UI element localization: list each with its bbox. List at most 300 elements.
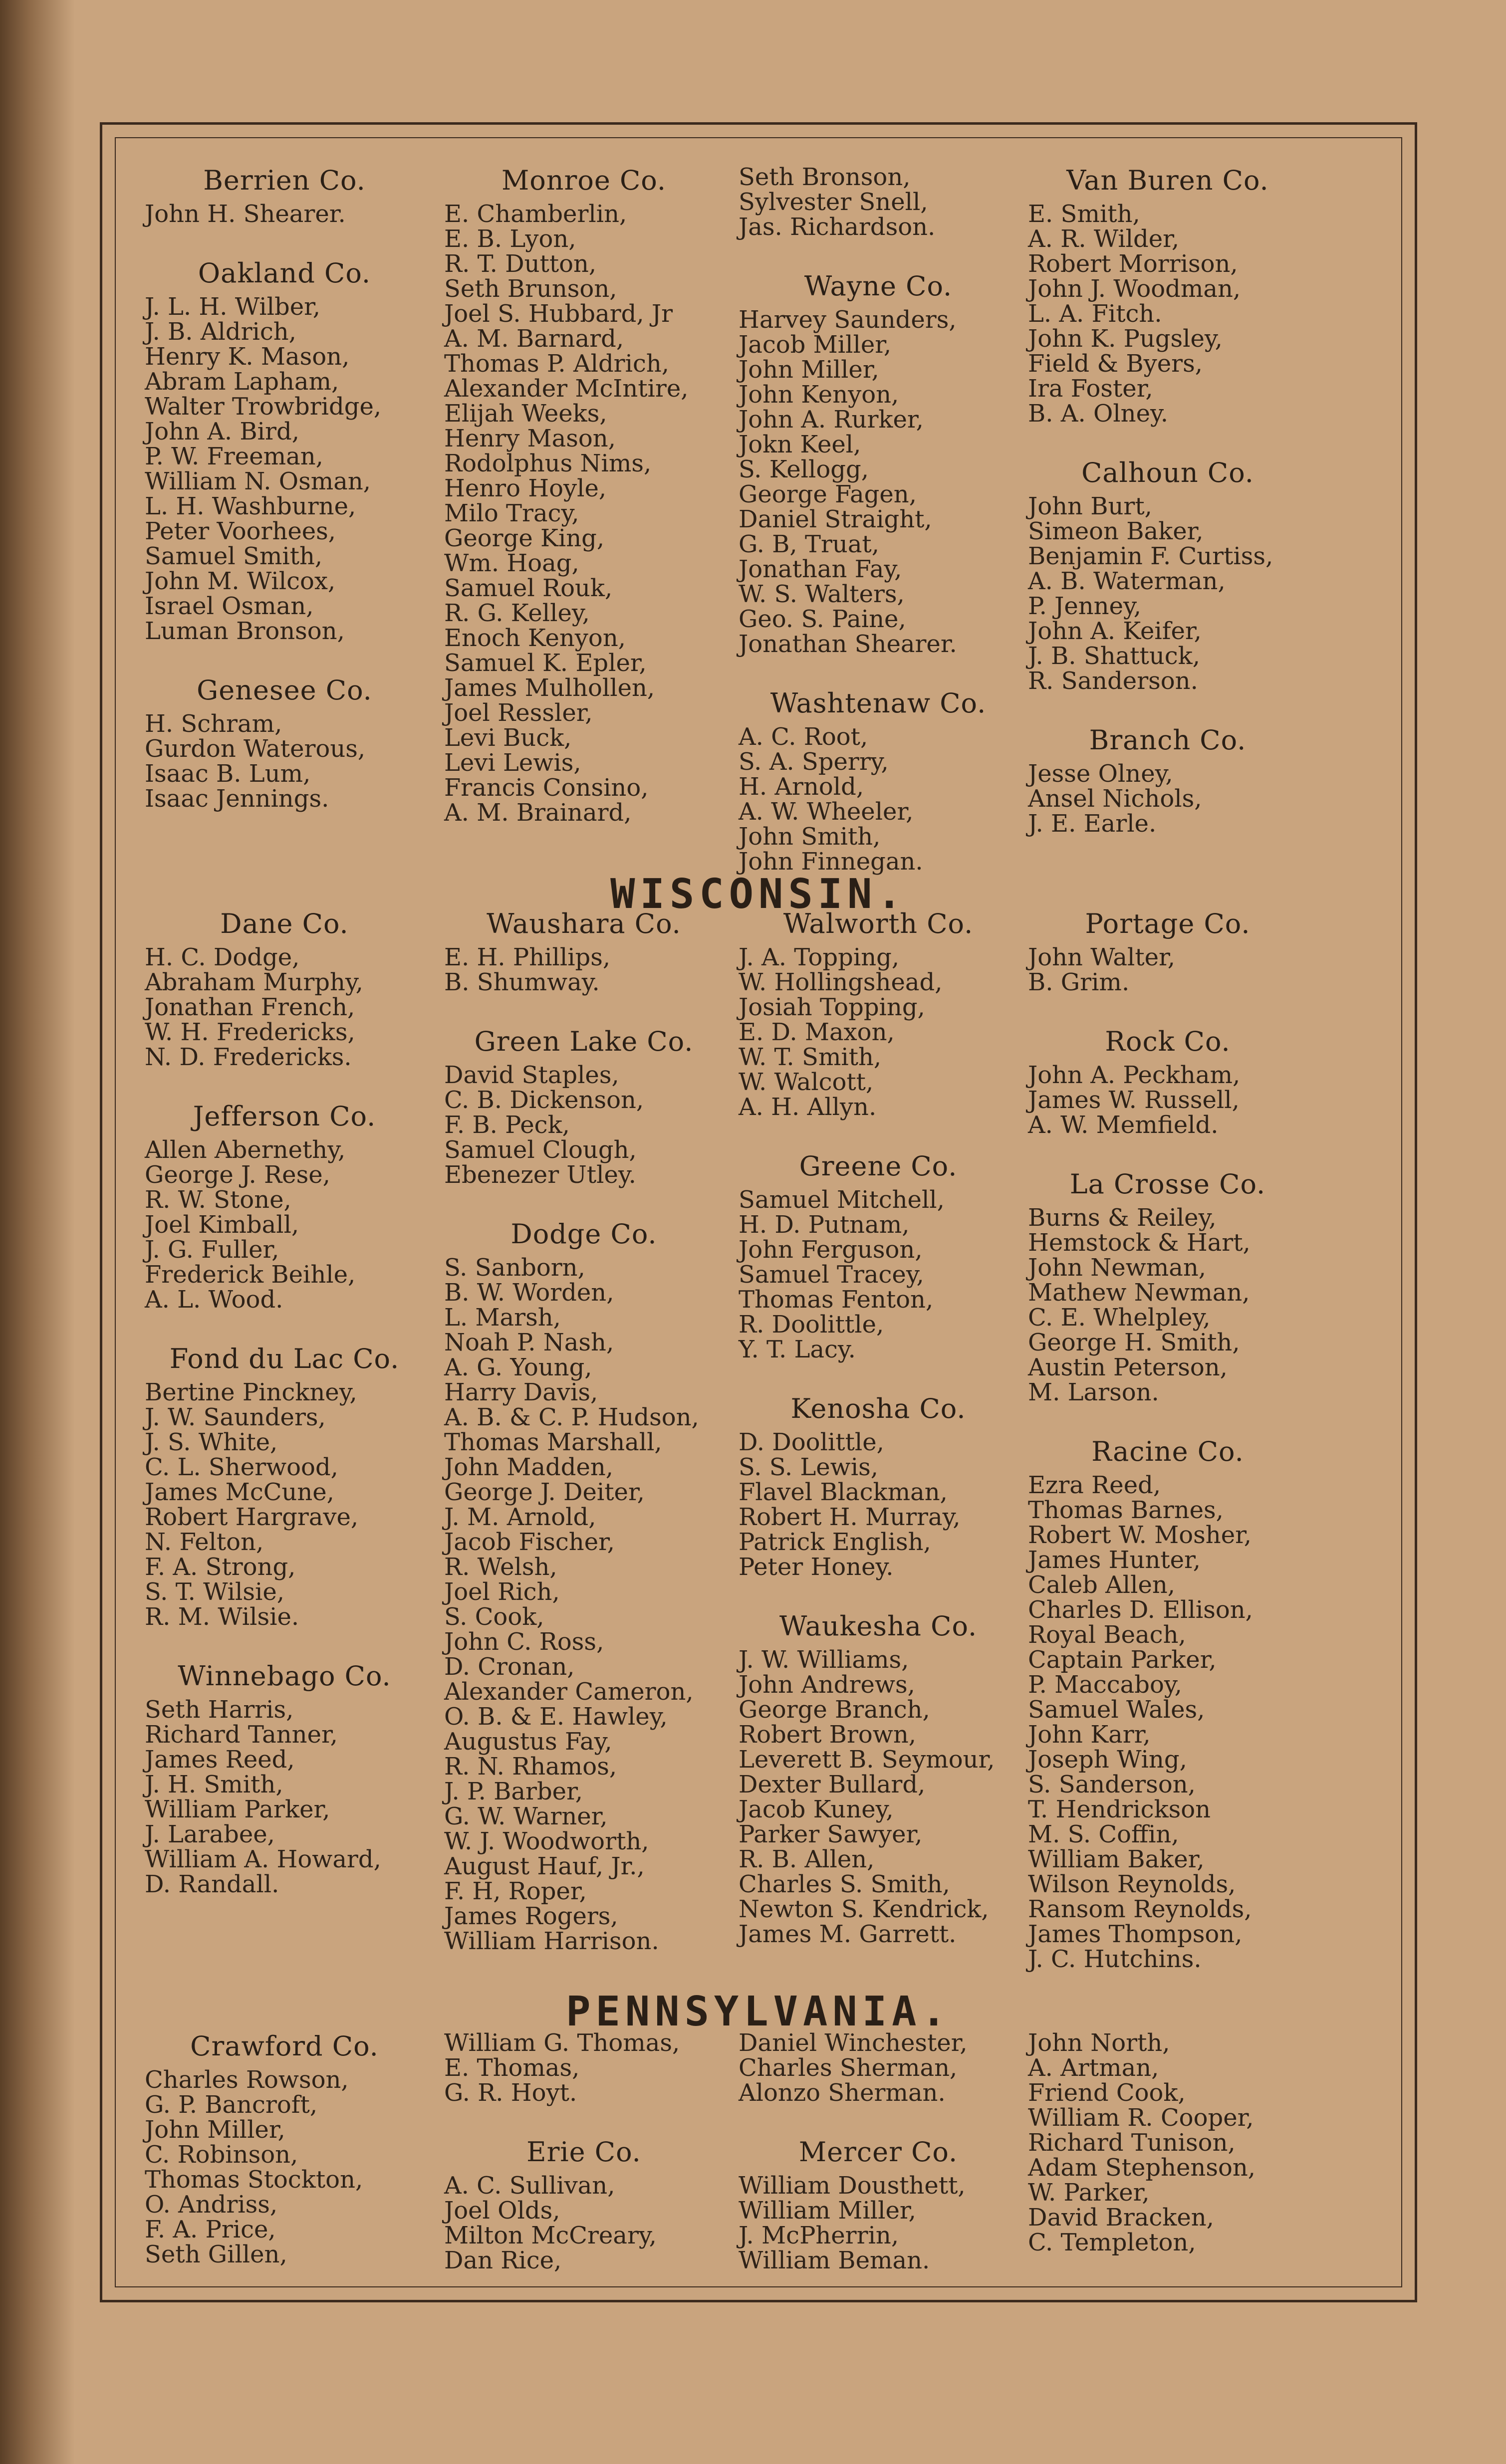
county-heading: Portage Co. (1085, 908, 1251, 939)
subscriber-name: R. Sanderson. (1028, 667, 1198, 695)
subscriber-name: N. D. Fredericks. (145, 1043, 352, 1071)
subscriber-name: John Kenyon, (739, 381, 899, 409)
county-group (145, 1660, 424, 1897)
subscriber-name: J. L. H. Wilber, (145, 293, 321, 321)
subscriber-name: Newton S. Kendrick, (739, 1895, 989, 1923)
subscriber-name: James M. Garrett. (739, 1920, 957, 1948)
county-heading: Branch Co. (1089, 724, 1247, 756)
pennsylvania-col2 (444, 2030, 724, 2304)
county-group (444, 2030, 724, 2105)
subscriber-name: Jesse Olney, (1028, 760, 1173, 788)
subscriber-name: John Miller, (739, 356, 879, 384)
subscriber-name: Dexter Bullard, (739, 1771, 926, 1798)
county-group (739, 1393, 1018, 1579)
subscriber-name: James Reed, (145, 1746, 295, 1774)
pennsylvania-col3 (739, 2030, 1018, 2304)
subscriber-name: Israel Osman, (145, 592, 314, 620)
subscriber-name: George Fagen, (739, 480, 917, 508)
name-list (739, 945, 1018, 1120)
county-group (739, 908, 1018, 1120)
subscriber-name: F. H, Roper, (444, 1877, 587, 1905)
subscriber-name: A. R. Wilder, (1028, 225, 1180, 253)
county-heading: Greene Co. (799, 1150, 958, 1182)
county-heading: Walworth Co. (783, 908, 974, 939)
name-list (1028, 1205, 1307, 1405)
name-list (1028, 1473, 1307, 1972)
county-heading: Calhoun Co. (1081, 457, 1254, 488)
subscriber-name: Francis Consino, (444, 774, 649, 802)
subscriber-name: Thomas Fenton, (739, 1286, 934, 1314)
subscriber-name: S. Kellogg, (739, 455, 869, 483)
subscriber-name: Samuel Wales, (1028, 1696, 1205, 1724)
county-heading: Dane Co. (220, 908, 349, 939)
subscriber-name: Royal Beach, (1028, 1621, 1186, 1649)
subscriber-name: William Beman. (739, 2246, 930, 2274)
name-list (739, 1430, 1018, 1579)
subscriber-name: Parker Sawyer, (739, 1820, 923, 1848)
subscriber-name: Samuel Mitchell, (739, 1186, 945, 1214)
subscriber-name: John Finnegan. (739, 848, 923, 876)
subscriber-name: Jonathan Fay, (739, 555, 902, 583)
subscriber-name: Seth Harris, (145, 1696, 294, 1724)
county-group (145, 2030, 424, 2267)
subscriber-name: Abram Lapham, (145, 368, 339, 396)
subscriber-name: L. A. Fitch. (1028, 300, 1162, 328)
name-list (444, 1063, 724, 1187)
subscriber-name: T. Hendrickson (1028, 1795, 1211, 1823)
subscriber-name: Isaac Jennings. (145, 785, 329, 813)
subscriber-name: Richard Tanner, (145, 1721, 338, 1749)
subscriber-name: L. H. Washburne, (145, 492, 356, 520)
name-list (145, 945, 424, 1070)
name-list (739, 724, 1018, 874)
subscriber-name: B. A. Olney. (1028, 400, 1168, 428)
subscriber-name: D. Doolittle, (739, 1428, 884, 1456)
county-group (444, 2136, 724, 2273)
name-list (444, 2030, 724, 2105)
county-group (145, 908, 424, 1070)
subscriber-name: Joel Olds, (444, 2197, 560, 2225)
subscriber-name: John H. Shearer. (145, 200, 346, 228)
subscriber-name: S. Sanborn, (444, 1254, 585, 1282)
name-list (145, 1380, 424, 1629)
subscriber-name: R. T. Dutton, (444, 250, 597, 278)
subscriber-name: Field & Byers, (1028, 350, 1203, 378)
wisconsin-col1 (145, 908, 424, 1928)
name-list (739, 2030, 1018, 2105)
subscriber-name: Enoch Kenyon, (444, 624, 626, 652)
subscriber-name: John C. Ross, (444, 1628, 604, 1656)
subscriber-name: John K. Pugsley, (1028, 325, 1223, 353)
wisconsin-col4 (1028, 908, 1307, 2003)
subscriber-name: W. J. Woodworth, (444, 1827, 649, 1855)
subscriber-name: Abraham Murphy, (145, 968, 363, 996)
subscriber-name: N. Felton, (145, 1528, 264, 1556)
subscriber-name: B. Shumway. (444, 968, 600, 996)
subscriber-name: R. Welsh, (444, 1553, 557, 1581)
subscriber-name: Joseph Wing, (1028, 1746, 1187, 1774)
name-list (444, 1255, 724, 1954)
subscriber-name: J. W. Saunders, (145, 1403, 326, 1431)
subscriber-name: Samuel Smith, (145, 542, 323, 570)
subscriber-name: E. Smith, (1028, 200, 1140, 228)
name-list (1028, 761, 1307, 836)
subscriber-name: W. H. Fredericks, (145, 1018, 355, 1046)
subscriber-name: E. Chamberlin, (444, 200, 627, 228)
subscriber-name: John Madden, (444, 1453, 614, 1481)
county-heading: Genesee Co. (197, 674, 372, 706)
subscriber-name: P. Jenney, (1028, 592, 1141, 620)
subscriber-name: J. Larabee, (145, 1820, 275, 1848)
subscriber-name: S. Cook, (444, 1603, 544, 1631)
county-heading: Winnebago Co. (178, 1660, 391, 1692)
subscriber-name: Henro Hoyle, (444, 474, 607, 502)
subscriber-name: Joel Kimball, (145, 1211, 299, 1239)
subscriber-name: Robert Morrison, (1028, 250, 1238, 278)
subscriber-name: F. A. Price, (145, 2216, 276, 2243)
subscriber-name: Samuel Tracey, (739, 1261, 924, 1289)
subscriber-name: Noah P. Nash, (444, 1329, 614, 1356)
subscriber-name: Robert H. Murray, (739, 1503, 961, 1531)
subscriber-name: Jonathan French, (145, 993, 355, 1021)
subscriber-name: George H. Smith, (1028, 1329, 1240, 1356)
subscriber-name: Jacob Miller, (739, 331, 892, 359)
subscriber-name: W. Walcott, (739, 1068, 874, 1096)
subscriber-name: E. B. Lyon, (444, 225, 576, 253)
subscriber-name: Alexander McIntire, (444, 375, 689, 403)
subscriber-name: William Baker, (1028, 1845, 1205, 1873)
name-list (145, 202, 424, 226)
subscriber-name: E. D. Maxon, (739, 1018, 895, 1046)
subscriber-name: Seth Brunson, (444, 275, 617, 303)
subscriber-name: Daniel Winchester, (739, 2029, 968, 2057)
subscriber-name: C. E. Whelpley, (1028, 1304, 1211, 1332)
subscriber-name: Ansel Nichols, (1028, 785, 1202, 813)
subscriber-name: Captain Parker, (1028, 1646, 1217, 1674)
subscriber-name: Henry K. Mason, (145, 343, 350, 371)
name-list (444, 2173, 724, 2273)
subscriber-name: Robert Hargrave, (145, 1503, 359, 1531)
subscriber-name: G. W. Warner, (444, 1802, 608, 1830)
county-heading: Racine Co. (1091, 1436, 1244, 1467)
county-group (739, 165, 1018, 239)
subscriber-name: J. M. Arnold, (444, 1503, 596, 1531)
subscriber-name: Charles S. Smith, (739, 1870, 950, 1898)
subscriber-name: D. Randall. (145, 1870, 279, 1898)
subscriber-name: W. T. Smith, (739, 1043, 882, 1071)
subscriber-name: Harry Davis, (444, 1378, 598, 1406)
subscriber-name: Allen Abernethy, (145, 1136, 346, 1164)
subscriber-name: John J. Woodman, (1028, 275, 1241, 303)
county-heading: Waukesha Co. (779, 1610, 978, 1642)
subscriber-name: Wm. Hoag, (444, 549, 579, 577)
name-list (145, 711, 424, 811)
subscriber-name: W. Hollingshead, (739, 968, 943, 996)
subscriber-name: A. C. Sullivan, (444, 2172, 615, 2200)
subscriber-name: James McCune, (145, 1478, 334, 1506)
subscriber-name: Adam Stephenson, (1028, 2154, 1256, 2182)
county-group (739, 2136, 1018, 2273)
subscriber-name: Thomas Stockton, (145, 2166, 363, 2194)
county-group (444, 165, 724, 825)
subscriber-name: Ebenezer Utley. (444, 1161, 636, 1189)
subscriber-name: D. Cronan, (444, 1653, 575, 1681)
county-group (739, 1150, 1018, 1362)
subscriber-name: O. B. & E. Hawley, (444, 1703, 668, 1731)
subscriber-name: R. Doolittle, (739, 1311, 884, 1339)
subscriber-name: Gurdon Waterous, (145, 735, 366, 763)
county-group (145, 257, 424, 644)
subscriber-name: A. W. Memfield. (1028, 1111, 1219, 1139)
subscriber-name: Seth Gillen, (145, 2240, 287, 2268)
county-group (1028, 1436, 1307, 1972)
name-list (739, 307, 1018, 657)
subscriber-name: John A. Bird, (145, 418, 299, 446)
subscriber-name: C. Templeton, (1028, 2229, 1196, 2256)
county-heading: Oakland Co. (198, 257, 371, 289)
county-heading: La Crosse Co. (1069, 1168, 1266, 1200)
county-group (739, 270, 1018, 657)
subscriber-name: S. A. Sperry, (739, 748, 889, 776)
subscriber-name: J. P. Barber, (444, 1778, 583, 1805)
subscriber-name: H. Schram, (145, 710, 282, 738)
subscriber-name: George J. Rese, (145, 1161, 330, 1189)
subscriber-name: A. L. Wood. (145, 1286, 283, 1314)
subscriber-name: W. Parker, (1028, 2179, 1150, 2207)
subscriber-name: Charles Sherman, (739, 2054, 958, 2082)
county-group (739, 2030, 1018, 2105)
subscriber-name: Flavel Blackman, (739, 1478, 948, 1506)
county-heading: Rock Co. (1105, 1026, 1231, 1057)
county-group (1028, 457, 1307, 693)
subscriber-name: J. B. Shattuck, (1028, 642, 1200, 670)
subscriber-name: Elijah Weeks, (444, 400, 607, 428)
county-group (145, 1343, 424, 1629)
county-heading: Erie Co. (526, 2136, 641, 2168)
subscriber-name: S. S. Lewis, (739, 1453, 878, 1481)
subscriber-name: Simeon Baker, (1028, 517, 1204, 545)
subscriber-name: August Hauf, Jr., (444, 1852, 645, 1880)
subscriber-name: Hemstock & Hart, (1028, 1229, 1251, 1257)
county-heading: Dodge Co. (510, 1218, 657, 1250)
subscriber-name: John Andrews, (739, 1671, 915, 1699)
subscriber-name: B. W. Worden, (444, 1279, 614, 1307)
subscriber-name: Isaac B. Lum, (145, 760, 311, 788)
subscriber-name: Charles Rowson, (145, 2066, 349, 2094)
subscriber-name: Seth Bronson, (739, 163, 911, 191)
county-heading: Berrien Co. (203, 165, 366, 196)
name-list (739, 1647, 1018, 1947)
subscriber-name: James Thompson, (1028, 1920, 1243, 1948)
county-group (739, 1610, 1018, 1947)
subscriber-name: E. Thomas, (444, 2054, 580, 2082)
subscriber-name: Thomas Marshall, (444, 1428, 662, 1456)
subscriber-name: Joel S. Hubbard, Jr (444, 300, 673, 328)
county-heading: Waushara Co. (487, 908, 681, 939)
subscriber-name: J. A. Topping, (739, 943, 900, 971)
subscriber-name: Samuel Rouk, (444, 574, 613, 602)
michigan-col3 (739, 165, 1018, 905)
subscriber-name: Daniel Straight, (739, 505, 932, 533)
subscriber-name: Samuel K. Epler, (444, 649, 647, 677)
subscriber-name: J. H. Smith, (145, 1771, 283, 1798)
subscriber-name: John M. Wilcox, (145, 567, 336, 595)
subscriber-name: Austin Peterson, (1028, 1353, 1228, 1381)
subscriber-name: John Karr, (1028, 1721, 1151, 1749)
subscriber-name: A. M. Barnard, (444, 325, 624, 353)
subscriber-name: Benjamin F. Curtiss, (1028, 542, 1273, 570)
subscriber-name: L. Marsh, (444, 1304, 561, 1332)
subscriber-name: Milton McCreary, (444, 2222, 657, 2249)
county-group (145, 1101, 424, 1312)
subscriber-name: Luman Bronson, (145, 617, 345, 645)
michigan-col2 (444, 165, 724, 856)
subscriber-name: Samuel Clough, (444, 1136, 637, 1164)
wisconsin-col3 (739, 908, 1018, 1978)
name-list (739, 1187, 1018, 1362)
book-spine-shadow (0, 0, 75, 2464)
name-list (145, 1137, 424, 1312)
subscriber-name: P. W. Freeman, (145, 443, 323, 470)
michigan-col1 (145, 165, 424, 842)
county-group (1028, 165, 1307, 426)
county-group (1028, 2030, 1307, 2255)
subscriber-name: A. M. Brainard, (444, 799, 632, 827)
county-heading: Green Lake Co. (474, 1026, 694, 1057)
subscriber-name: Henry Mason, (444, 425, 616, 452)
subscriber-name: John A. Peckham, (1028, 1061, 1241, 1089)
county-heading: Monroe Co. (501, 165, 667, 196)
subscriber-name: F. A. Strong, (145, 1553, 296, 1581)
county-heading: Fond du Lac Co. (169, 1343, 400, 1374)
subscriber-name: G. B, Truat, (739, 530, 879, 558)
subscriber-name: A. W. Wheeler, (739, 798, 914, 826)
subscriber-name: S. Sanderson, (1028, 1771, 1196, 1798)
subscriber-name: Milo Tracy, (444, 499, 579, 527)
name-list (444, 945, 724, 995)
subscriber-name: J. E. Earle. (1028, 810, 1157, 838)
subscriber-name: John Burt, (1028, 492, 1152, 520)
name-list (1028, 1063, 1307, 1137)
subscriber-name: William G. Thomas, (444, 2029, 680, 2057)
subscriber-name: Ransom Reynolds, (1028, 1895, 1252, 1923)
subscriber-name: C. B. Dickenson, (444, 1086, 644, 1114)
subscriber-name: Y. T. Lacy. (739, 1336, 856, 1363)
county-group (1028, 908, 1307, 995)
subscriber-name: George King, (444, 524, 605, 552)
name-list (1028, 494, 1307, 693)
subscriber-name: Jacob Kuney, (739, 1795, 894, 1823)
subscriber-name: A. G. Young, (444, 1353, 592, 1381)
subscriber-name: C. Robinson, (145, 2141, 298, 2169)
name-list (1028, 945, 1307, 995)
subscriber-name: R. N. Rhamos, (444, 1753, 617, 1781)
subscriber-name: G. R. Hoyt. (444, 2079, 577, 2107)
subscriber-name: John Ferguson, (739, 1236, 923, 1264)
name-list (145, 2067, 424, 2267)
subscriber-name: M. Larson. (1028, 1378, 1159, 1406)
subscriber-name: Caleb Allen, (1028, 1571, 1176, 1599)
subscriber-name: C. L. Sherwood, (145, 1453, 338, 1481)
subscriber-name: John Walter, (1028, 943, 1175, 971)
subscriber-name: Jacob Fischer, (444, 1528, 615, 1556)
subscriber-name: David Staples, (444, 1061, 619, 1089)
subscriber-name: John North, (1028, 2029, 1170, 2057)
subscriber-name: James Hunter, (1028, 1546, 1201, 1574)
subscriber-name: Joel Ressler, (444, 699, 593, 727)
subscriber-name: Ezra Reed, (1028, 1471, 1161, 1499)
subscriber-name: David Bracken, (1028, 2204, 1214, 2232)
name-list (444, 202, 724, 825)
subscriber-name: Thomas Barnes, (1028, 1496, 1224, 1524)
subscriber-name: Robert Brown, (739, 1721, 917, 1749)
subscriber-name: H. C. Dodge, (145, 943, 300, 971)
subscriber-name: J. G. Fuller, (145, 1236, 279, 1264)
subscriber-name: G. P. Bancroft, (145, 2091, 318, 2119)
subscriber-name: Alexander Cameron, (444, 1678, 694, 1706)
subscriber-name: Augustus Fay, (444, 1728, 612, 1756)
name-list (739, 2173, 1018, 2273)
name-list (739, 165, 1018, 239)
subscriber-name: John A. Rurker, (739, 406, 924, 434)
subscriber-name: J. W. Williams, (739, 1646, 909, 1674)
subscriber-name: A. C. Root, (739, 723, 868, 751)
county-group (444, 908, 724, 995)
subscriber-name: Burns & Reiley, (1028, 1204, 1217, 1232)
subscriber-name: Mathew Newman, (1028, 1279, 1250, 1307)
subscriber-name: J. C. Hutchins. (1028, 1945, 1202, 1973)
subscriber-name: William Harrison. (444, 1927, 659, 1955)
subscriber-name: J. S. White, (145, 1428, 278, 1456)
county-group (444, 1026, 724, 1187)
subscriber-name: James Mulhollen, (444, 674, 655, 702)
subscriber-name: J. McPherrin, (739, 2222, 899, 2249)
subscriber-name: Dan Rice, (444, 2246, 562, 2274)
county-heading: Kenosha Co. (790, 1393, 966, 1424)
subscriber-name: John Miller, (145, 2116, 285, 2144)
subscriber-name: James W. Russell, (1028, 1086, 1240, 1114)
subscriber-name: Jonathan Shearer. (739, 630, 957, 658)
county-group (1028, 1168, 1307, 1405)
subscriber-name: William A. Howard, (145, 1845, 381, 1873)
subscriber-name: Charles D. Ellison, (1028, 1596, 1253, 1624)
subscriber-name: B. Grim. (1028, 968, 1130, 996)
subscriber-name: Patrick English, (739, 1528, 931, 1556)
subscriber-name: Thomas P. Aldrich, (444, 350, 670, 378)
subscriber-name: William R. Cooper, (1028, 2104, 1254, 2132)
name-list (1028, 2030, 1307, 2255)
subscriber-name: R. G. Kelley, (444, 599, 590, 627)
county-heading: Van Buren Co. (1066, 165, 1269, 196)
subscriber-name: R. B. Allen, (739, 1845, 875, 1873)
county-group (444, 1218, 724, 1954)
subscriber-name: Alonzo Sherman. (739, 2079, 946, 2107)
subscriber-name: Walter Trowbridge, (145, 393, 382, 421)
subscriber-name: Levi Lewis, (444, 749, 581, 777)
subscriber-name: Leverett B. Seymour, (739, 1746, 995, 1774)
subscriber-name: P. Maccaboy, (1028, 1671, 1182, 1699)
state-heading-pennsylvania: PENNSYLVANIA. (566, 1988, 951, 2035)
county-group (1028, 724, 1307, 836)
wisconsin-col2 (444, 908, 724, 1985)
subscriber-name: James Rogers, (444, 1902, 618, 1930)
subscriber-name: Jokn Keel, (739, 431, 861, 458)
county-group (1028, 1026, 1307, 1137)
subscriber-name: Geo. S. Paine, (739, 605, 906, 633)
subscriber-name: W. S. Walters, (739, 580, 905, 608)
subscriber-name: William Parker, (145, 1795, 330, 1823)
county-heading: Crawford Co. (190, 2030, 379, 2062)
